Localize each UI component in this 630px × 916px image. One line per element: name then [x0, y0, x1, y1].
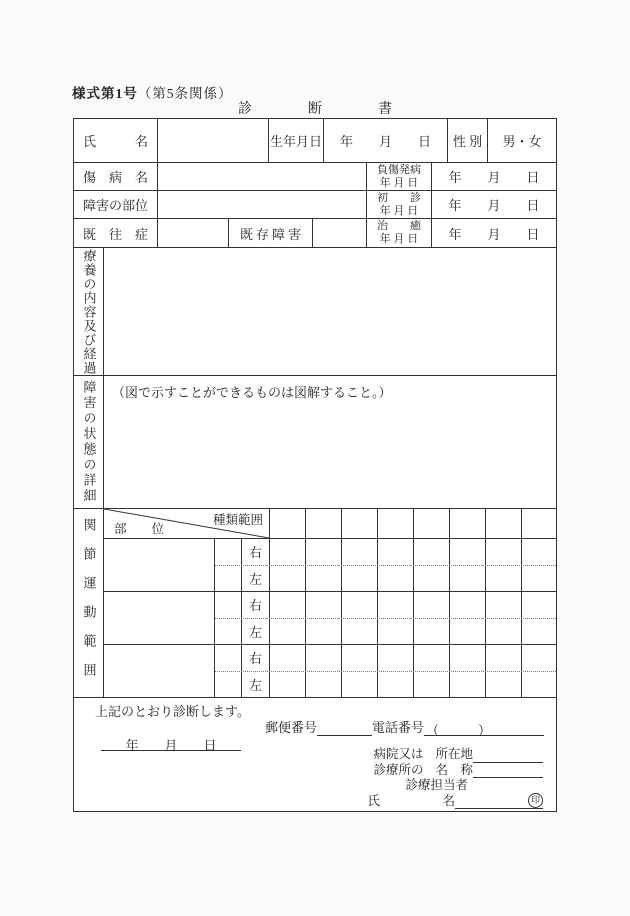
contact-line: [265, 717, 544, 736]
disability-content-area: [104, 376, 556, 508]
first-visit-date-value: 年 月 日: [448, 198, 540, 213]
document-title: 診 断 書: [238, 102, 392, 117]
treatment-section-label: 療養の内容及び経過: [74, 248, 104, 375]
joint-header-columns: [270, 509, 556, 538]
joint-data-cells: [270, 672, 556, 698]
right-side-label: 右: [242, 592, 270, 618]
disability-location-label: 障害の部位: [74, 191, 158, 218]
injury-name-label: 傷 病 名: [74, 163, 158, 190]
practitioner-line: [405, 778, 543, 794]
form-number-bold: 様式第1号: [72, 86, 138, 101]
practitioner-name-line: [367, 794, 543, 810]
clinic-name-field: [473, 762, 543, 778]
row-medical-history: [74, 219, 556, 248]
joint-right-row: [215, 539, 556, 566]
diagnosis-date-line: [101, 735, 241, 751]
joint-left-row: [215, 619, 556, 645]
form-number-note: （第5条関係）: [137, 86, 233, 101]
birthdate-label: 生年月日: [269, 119, 324, 162]
footer-section: [74, 698, 556, 811]
treatment-content-area: [104, 248, 556, 375]
phone-field: （ ）: [424, 720, 544, 736]
row-disability-location: [74, 191, 556, 219]
medical-history-value-cell: [158, 219, 229, 247]
joint-data-cells: [270, 566, 556, 592]
joint-sub-cell: [215, 566, 242, 592]
joint-header-row: [104, 509, 556, 539]
preexisting-disability-label: 既存障害: [229, 219, 313, 247]
joint-motion-grid: [104, 509, 556, 697]
joint-row-group-1: [104, 539, 556, 592]
sex-value-cell: 男・女: [502, 134, 542, 149]
joint-type-range-label: 種類範囲: [212, 513, 263, 527]
seal-icon: 印: [528, 793, 543, 808]
joint-part-cell: [104, 539, 215, 591]
left-side-label: 左: [242, 619, 270, 645]
postal-code-label: 郵便番号: [265, 720, 318, 735]
joint-row-group-3: [104, 645, 556, 697]
birthdate-value-cell: 年 月 日: [324, 119, 448, 162]
diagnosis-form-table: [73, 118, 557, 812]
joint-sub-cell: [215, 539, 242, 565]
name-value-cell: [158, 119, 269, 162]
joint-right-row: [215, 645, 556, 672]
clinic-of-label: 診療所の: [373, 762, 424, 777]
sex-label: 性 別: [448, 119, 488, 162]
joint-left-row: [215, 566, 556, 592]
joint-sub-cell: [215, 672, 242, 698]
hospital-or-label: 病院又は: [373, 747, 424, 761]
injury-onset-date-label: 負傷発病 年 月 日: [367, 163, 432, 190]
joint-motion-section: [74, 509, 556, 698]
clinic-name-line: [373, 763, 543, 779]
injury-onset-date-value: 年 月 日: [448, 170, 540, 185]
diagnosis-statement: 上記のとおり診断します。: [95, 704, 250, 719]
joint-data-cells: [270, 619, 556, 645]
treatment-section: [74, 248, 556, 376]
name-of-label: 名 称: [435, 762, 473, 777]
phone-label: 電話番号: [372, 720, 425, 735]
joint-row-group-2: [104, 592, 556, 645]
practitioner-label: 診療担当者: [405, 778, 468, 792]
cure-date-label: 治 癒 年 月 日: [367, 219, 432, 247]
address-label: 所在地: [435, 747, 473, 761]
address-field: [473, 747, 543, 763]
row-injury-name: [74, 163, 556, 191]
joint-sub-cell: [215, 619, 242, 645]
right-side-label: 右: [242, 645, 270, 671]
injury-name-value-cell: [158, 163, 367, 190]
disability-section: [74, 376, 556, 509]
joint-motion-label: 関節運動範囲: [74, 509, 104, 697]
left-side-label: 左: [242, 672, 270, 698]
right-side-label: 右: [242, 539, 270, 565]
left-side-label: 左: [242, 566, 270, 592]
disability-location-value-cell: [158, 191, 367, 218]
joint-left-row: [215, 672, 556, 698]
joint-part-label: 部 位: [114, 522, 165, 536]
joint-sub-cell: [215, 592, 242, 618]
joint-part-cell: [104, 645, 215, 697]
practitioner-name-label: 氏 名: [367, 793, 455, 808]
disability-section-label: 障害の状態の詳細: [74, 376, 104, 508]
hospital-address-line: [373, 747, 543, 763]
name-label: 氏 名: [74, 119, 158, 162]
row-name: [74, 119, 556, 163]
hospital-info-block: [367, 747, 543, 809]
joint-data-cells: [270, 592, 556, 618]
cure-date-value: 年 月 日: [448, 226, 540, 242]
joint-sub-cell: [215, 645, 242, 671]
preexisting-disability-value-cell: [313, 219, 367, 247]
postal-code-field: [317, 720, 372, 736]
joint-diagonal-header: [104, 509, 270, 538]
joint-part-cell: [104, 592, 215, 644]
first-visit-date-label: 初 診 年 月 日: [367, 191, 432, 218]
joint-data-cells: [270, 645, 556, 671]
joint-data-cells: [270, 539, 556, 565]
joint-right-row: [215, 592, 556, 619]
disability-note: （図で示すことができるものは図解すること。）: [112, 385, 392, 400]
medical-history-label: 既 往 症: [74, 219, 158, 247]
practitioner-name-field: [455, 793, 543, 809]
diagnosis-date-field: 年 月 日: [101, 735, 241, 751]
